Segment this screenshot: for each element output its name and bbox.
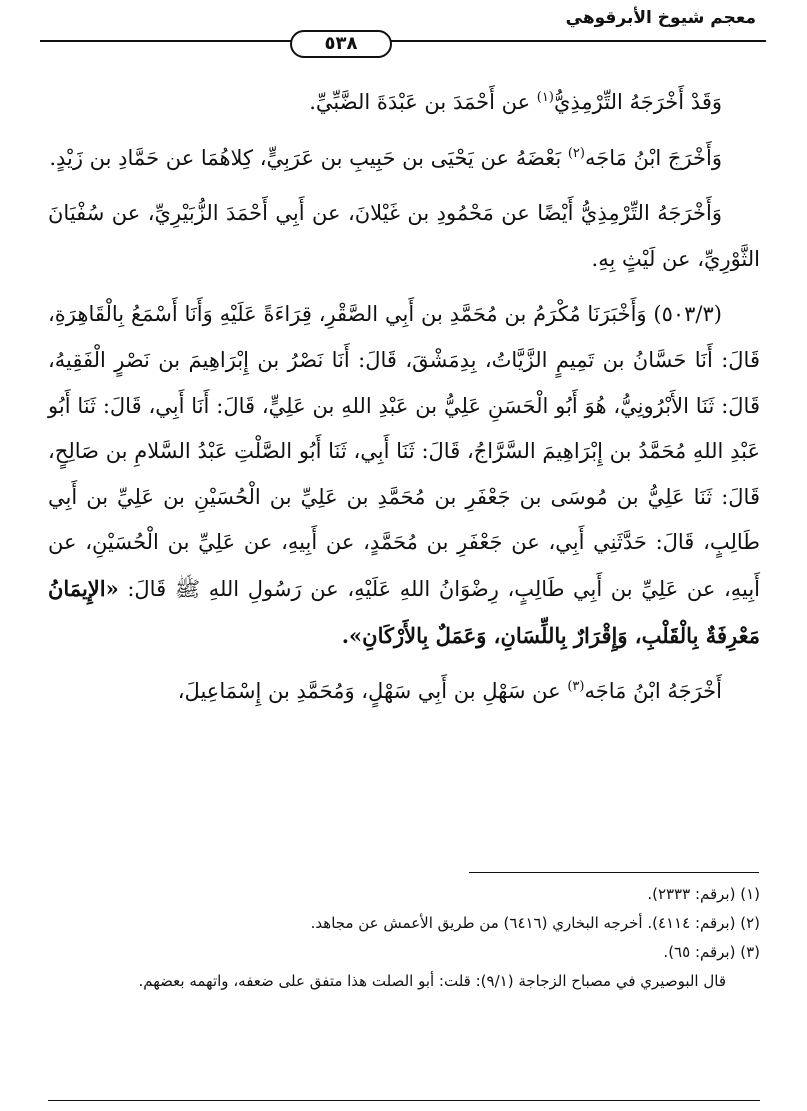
footnote-3: (٣) (برقم: ٦٥). (663, 943, 760, 961)
footnote-separator (469, 872, 759, 873)
paragraph-3: وَأَخْرَجَهُ التِّرْمِذِيُّ أَيْضًا عن مَحْمُودِ بن غَيْلانَ، عن أَبِي أَحْمَدَ الزُّبَيْرِيِّ، عن سُفْيَانَ الثَّوْرِيِّ، عن لَيْثٍ بِهِ. (48, 201, 760, 271)
footnote-2: (٢) (برقم: ٤١١٤). أخرجه البخاري (٦٤١٦) من طريق الأعمش عن مجاهد. (310, 914, 760, 932)
page-number: ٥٣٨ (290, 30, 392, 58)
main-text (48, 80, 760, 725)
page-header (40, 8, 766, 54)
header-rule (40, 40, 766, 42)
hadith-matn: «الإِيمَانُ مَعْرِفَةٌ بِالْقَلْبِ، وَإِقْرَارٌ بِاللِّسَانِ، وَعَمَلٌ بِالأَرْكَانِ». (48, 575, 760, 648)
paragraph-text: وَقَدْ أَخْرَجَهُ التِّرْمِذِيُّ (553, 90, 722, 114)
paragraph-text: بَعْضَهُ عن يَحْيَى بن حَبِيبِ بن عَرَبِيٍّ، كِلاهُمَا عن حَمَّادِ بن زَيْدٍ. (49, 145, 568, 170)
hadith-entry (48, 292, 760, 659)
paragraph-5 (48, 669, 760, 715)
isnad-text: (٥٠٣/٣) وَأَخْبَرَنَا مُكْرَمُ بن مُحَمَّدِ بن أَبِي الصَّقْرِ، قِرَاءَةً عَلَيْهِ وَأَنَا أَسْمَعُ بِالْقَاهِرَةِ، قَالَ: أَنَا حَسَّانُ بن تَمِيمٍ الزَّيَّاتُ، بِدِمَشْقَ، قَالَ: أَنَا نَصْرُ بن إِبْرَاهِيمَ بن نَصْرٍ الْفَقِيهُ، قَالَ: ثَنَا الأَبْرُونِيُّ، هُوَ أَبُو الْحَسَنِ عَلِيُّ بن عَبْدِ اللهِ بن عَلِيٍّ، قَالَ: أَنَا أَبِي، قَالَ: ثَنَا أَبُو عَبْدِ اللهِ مُحَمَّدُ بن إِبْرَاهِيمَ السَّرَّاجُ، قَالَ: ثَنَا أَبِي، ثَنَا أَبُو الصَّلْتِ عَبْدُ السَّلامِ بن صَالِحٍ، قَالَ: ثَنَا عَلِيُّ بن مُوسَى بن جَعْفَرِ بن مُحَمَّدِ بن عَلِيِّ بن الْحُسَيْنِ بن عَلِيِّ بن أَبِي طَالِبٍ، قَالَ: حَدَّثَنِي أَبِي، عن جَعْفَرِ بن مُحَمَّدٍ، عن أَبِيهِ، عن عَلِيِّ بن الْحُسَيْنِ، عن أَبِيهِ، عن عَلِيِّ بن أَبِي طَالِبٍ، رِضْوَانُ اللهِ عَلَيْهِ، عن رَسُولِ اللهِ ﷺ قَالَ: (48, 302, 760, 601)
paragraph-2 (48, 136, 760, 182)
paragraph-text: أَخْرَجَهُ ابْنُ مَاجَه (584, 679, 722, 704)
paragraph-text: عن أَحْمَدَ بن عَبْدَةَ الضَّبِّيِّ. (309, 90, 537, 114)
paragraph-text: وَأَخْرَجَ ابْنُ مَاجَه (584, 145, 722, 170)
paragraph-1 (48, 80, 760, 126)
footnote-ref-3: (٣) (567, 679, 585, 695)
footnote-ref-1: (١) (536, 90, 554, 105)
footnote-1: (١) (برقم: ٢٣٣٣). (647, 885, 760, 903)
running-head: معجم شيوخ الأبرقوهي (565, 8, 756, 28)
footnotes (48, 880, 760, 996)
footnote-3-continuation: قال البوصيري في مصباح الزجاجة (٩/١): قلت: أبو الصلت هذا متفق على ضعفه، واتهمه بعضهم. (138, 972, 726, 990)
bottom-rule (48, 1100, 760, 1101)
footnote-ref-2: (٢) (567, 145, 585, 161)
paragraph-text: عن سَهْلِ بن أَبِي سَهْلٍ، وَمُحَمَّدِ بن إِسْمَاعِيلَ، (177, 679, 568, 704)
